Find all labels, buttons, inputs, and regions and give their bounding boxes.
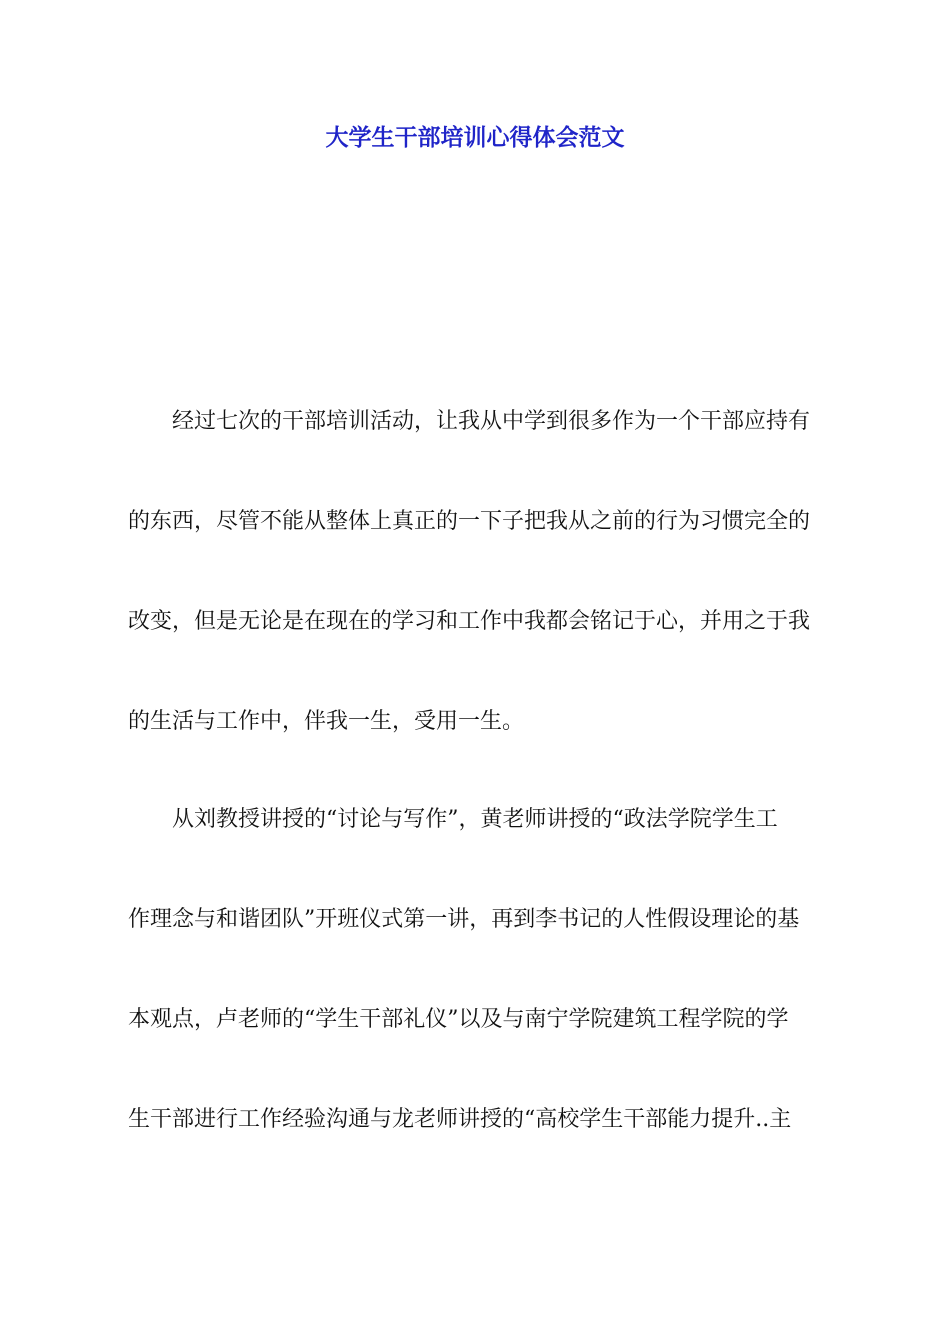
- document-title: 大学生干部培训心得体会范文: [325, 125, 625, 151]
- paragraph-1-line-3: 改变，但是无论是在现在的学习和工作中我都会铭记于心，并用之于我: [128, 609, 811, 634]
- paragraph-2-line-1: 从刘教授讲授的“讨论与写作”，黄老师讲授的“政法学院学生工: [172, 807, 778, 832]
- paragraph-1-line-4: 的生活与工作中，伴我一生，受用一生。: [128, 709, 525, 734]
- paragraph-2-line-3: 本观点，卢老师的“学生干部礼仪”以及与南宁学院建筑工程学院的学: [128, 1007, 789, 1032]
- paragraph-2-line-4: 生干部进行工作经验沟通与龙老师讲授的“高校学生干部能力提升..主: [128, 1107, 792, 1132]
- paragraph-2-line-2: 作理念与和谐团队”开班仪式第一讲，再到李书记的人性假设理论的基: [128, 907, 800, 932]
- paragraph-1-line-1: 经过七次的干部培训活动，让我从中学到很多作为一个干部应持有: [172, 409, 811, 434]
- paragraph-1-line-2: 的东西，尽管不能从整体上真正的一下子把我从之前的行为习惯完全的: [128, 509, 811, 534]
